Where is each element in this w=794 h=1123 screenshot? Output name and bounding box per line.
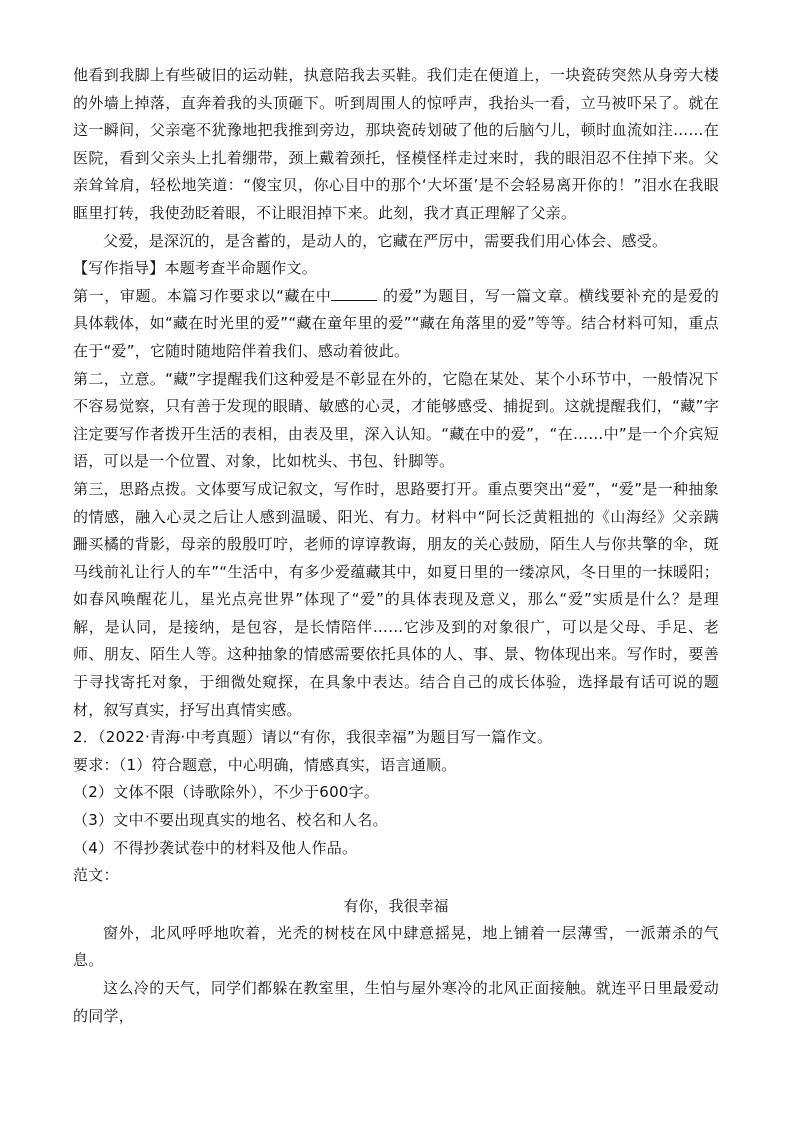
sample-essay-title: 有你，我很幸福 [343,896,449,915]
writing-guidance-heading: 【写作指导】本题考查半命题作文。 [73,259,318,278]
requirement-3: （3）文中不要出现真实的地名、校名和人名。 [73,811,388,830]
guidance-point-1 [73,283,719,366]
guidance-point-3: 第三，思路点拨。文体要写成记叙文，写作时，思路要打开。重点要突出“爱”，“爱”是一种抽象的情感，融入心灵之后让人感到温暖、阳光、有力。材料中“阿长泛黄粗拙的《山海经》父亲蹒跚买橘的背影，母亲的殷殷叮咛，老师的谆谆教诲，朋友的关心鼓励，陌生人与你共擎的伞，斑马线前礼让行人的车”“生活中，有多少爱蕴藏其中，如夏日里的一缕凉风，冬日里的一抹暖阳；如春风唤醒花儿，星光点亮世界”体现了“爱”的具体表现及意义，那么“爱”实质是什么？是理解，是认同，是接纳，是包容，是长情陪伴……它涉及到的对象很广，可以是父母、手足、老师、朋友、陌生人等。这种抽象的情感需要依托具体的人、事、景、物体现出来。写作时，要善于寻找寄托对象，于细微处窥探，在具象中表达。结合自己的成长体验，选择最有话可说的题材，叙写真实，抒写出真情实感。 [73,479,719,719]
title-blank-line [331,288,377,301]
guidance-point-2: 第二，立意。“藏”字提醒我们这种爱是不彰显在外的，它隐在某处、某个小环节中，一般情况下不容易觉察，只有善于发现的眼睛、敏感的心灵，才能够感受、捕捉到。这就提醒我们，“藏”字注定要写作者拨开生活的表相，由表及里，深入认知。“藏在中的爱”，“在……中”是一个介宾短语，可以是一个位置、对象，比如枕头、书包、针脚等。 [73,369,719,471]
requirement-2: （2）文体不限（诗歌除外），不少于600字。 [73,783,380,802]
requirement-4: （4）不得抄袭试卷中的材料及他人作品。 [73,838,358,857]
passage-conclusion-paragraph: 父爱，是深沉的，是含蓄的，是动人的，它藏在严厉中，需要我们用心体会、感受。 [103,231,668,250]
document-page [73,62,719,1030]
sample-essay-paragraph-2: 这么冷的天气，同学们都躲在教室里，生怕与屋外寒冷的北风正面接触。就连平日里最爱动的同学， [73,979,719,1025]
guidance-point-1-before: 第一，审题。本篇习作要求以“藏在中 [73,286,332,305]
sample-essay-label: 范文： [73,866,119,885]
passage-ending-paragraph: 他看到我脚上有些破旧的运动鞋，执意陪我去买鞋。我们走在便道上，一块瓷砖突然从身旁大楼的外墙上掉落，直奔着我的头顶砸下。听到周围人的惊呼声，我抬头一看，立马被吓呆了。就在这一瞬间，父亲毫不犹豫地把我推到旁边，那块瓷砖划破了他的后脑勺儿，顿时血流如注……在医院，看到父亲头上扎着绷带，颈上戴着颈托，怪模怪样走过来时，我的眼泪忍不住掉下来。父亲耸耸肩，轻松地笑道：“傻宝贝，你心目中的那个‘大坏蛋’是不会轻易离开你的！”泪水在我眼眶里打转，我使劲眨着眼，不让眼泪掉下来。此刻，我才真正理解了父亲。 [73,66,719,222]
question-2-prompt: 2．（2022·青海·中考真题）请以“有你，我很幸福”为题目写一篇作文。 [73,728,553,747]
requirement-1: 要求：（1）符合题意，中心明确，情感真实，语言通顺。 [73,755,457,774]
guidance-point-1-after: 的爱”为题目，写一篇文章。横线要补充的是爱的具体载体，如“藏在时光里的爱”“藏在童年里的爱”“藏在角落里的爱”等等。结合材料可知，重点在于“爱”，它随时随地陪伴着我们、感动着彼此。 [73,286,719,360]
sample-essay-paragraph-1: 窗外，北风呼呼地吹着，光秃的树枝在风中肆意摇晃，地上铺着一层薄雪，一派萧杀的气息。 [73,923,719,970]
